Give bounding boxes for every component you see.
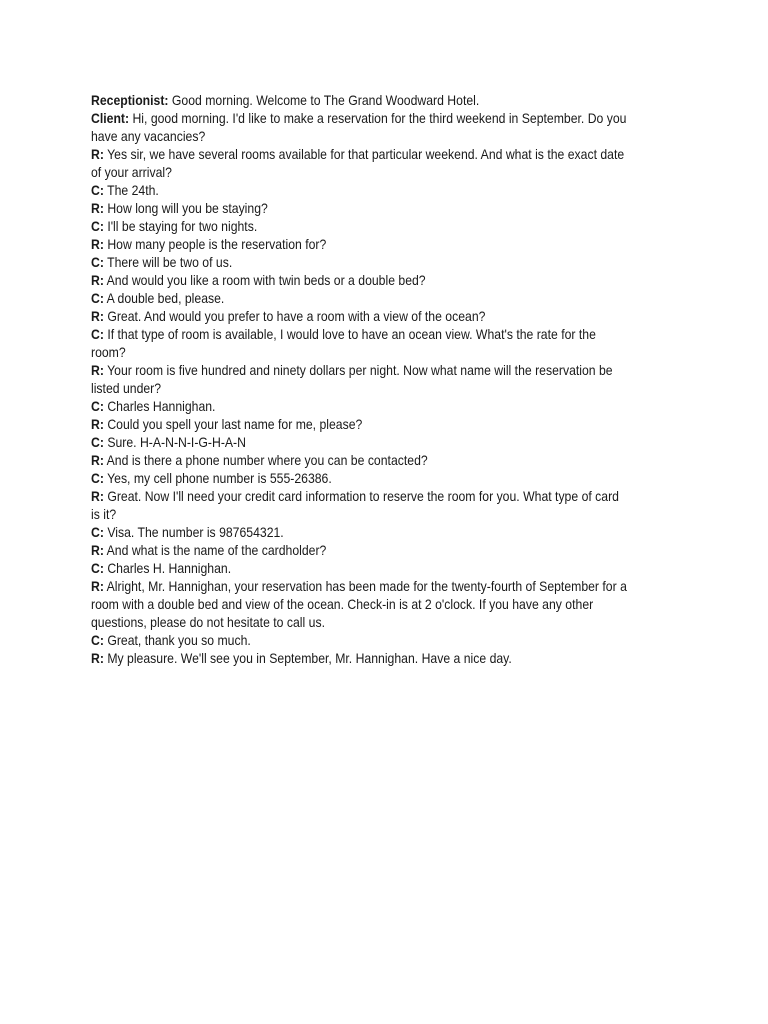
dialogue-line bbox=[91, 632, 631, 650]
dialogue-line bbox=[91, 272, 631, 290]
line-text: And what is the name of the cardholder? bbox=[103, 543, 327, 558]
dialogue-line bbox=[91, 542, 631, 560]
speaker-label: C: bbox=[91, 327, 104, 342]
line-text: How long will you be staying? bbox=[103, 201, 268, 216]
dialogue-line bbox=[91, 560, 631, 578]
speaker-label: R: bbox=[91, 147, 104, 162]
dialogue-line bbox=[91, 218, 631, 236]
line-text: And is there a phone number where you can be contacted? bbox=[103, 453, 428, 468]
speaker-label: R: bbox=[91, 237, 104, 252]
line-text: Visa. The number is 987654321. bbox=[103, 525, 284, 540]
line-text: Charles Hannighan. bbox=[103, 399, 216, 414]
dialogue-line bbox=[91, 236, 631, 254]
speaker-label: R: bbox=[91, 201, 104, 216]
dialogue-line bbox=[91, 470, 631, 488]
line-text: Good morning. Welcome to The Grand Woodward Hotel. bbox=[168, 93, 480, 108]
speaker-label: R: bbox=[91, 417, 104, 432]
line-text: Sure. H-A-N-N-I-G-H-A-N bbox=[103, 435, 246, 450]
speaker-label: R: bbox=[91, 579, 104, 594]
dialogue-line bbox=[91, 524, 631, 542]
speaker-label: R: bbox=[91, 543, 104, 558]
dialogue-line bbox=[91, 110, 631, 146]
line-text: There will be two of us. bbox=[103, 255, 233, 270]
speaker-label: C: bbox=[91, 561, 104, 576]
line-text: I'll be staying for two nights. bbox=[103, 219, 258, 234]
line-text: If that type of room is available, I would love to have an ocean view. What's the rate for the room? bbox=[91, 327, 596, 360]
dialogue-line bbox=[91, 650, 631, 668]
line-text: Yes, my cell phone number is 555-26386. bbox=[103, 471, 332, 486]
document-page bbox=[91, 92, 631, 668]
dialogue-line bbox=[91, 416, 631, 434]
dialogue-line bbox=[91, 182, 631, 200]
speaker-label: C: bbox=[91, 219, 104, 234]
dialogue-line bbox=[91, 308, 631, 326]
speaker-label: R: bbox=[91, 363, 104, 378]
speaker-label: C: bbox=[91, 471, 104, 486]
line-text: The 24th. bbox=[103, 183, 159, 198]
dialogue-line bbox=[91, 326, 631, 362]
dialogue-line bbox=[91, 398, 631, 416]
speaker-label: R: bbox=[91, 309, 104, 324]
line-text: My pleasure. We'll see you in September, Mr. Hannighan. Have a nice day. bbox=[103, 651, 512, 666]
speaker-label: Client: bbox=[91, 111, 130, 126]
line-text: Charles H. Hannighan. bbox=[103, 561, 232, 576]
dialogue-line bbox=[91, 92, 631, 110]
line-text: Great, thank you so much. bbox=[103, 633, 251, 648]
speaker-label: R: bbox=[91, 651, 104, 666]
speaker-label: Receptionist: bbox=[91, 93, 169, 108]
line-text: Your room is five hundred and ninety dollars per night. Now what name will the reservation be listed under? bbox=[91, 363, 613, 396]
line-text: Hi, good morning. I'd like to make a reservation for the third weekend in September. Do you have any vacancies? bbox=[91, 111, 627, 144]
dialogue-line bbox=[91, 362, 631, 398]
speaker-label: R: bbox=[91, 453, 104, 468]
line-text: Alright, Mr. Hannighan, your reservation has been made for the twenty-fourth of September for a room with a double bed and view of the ocean. Check-in is at 2 o'clock. If you have any other questions, please do not hesitate to call us. bbox=[91, 579, 627, 630]
dialogue-line bbox=[91, 452, 631, 470]
speaker-label: R: bbox=[91, 273, 104, 288]
speaker-label: C: bbox=[91, 291, 104, 306]
dialogue-line bbox=[91, 254, 631, 272]
line-text: How many people is the reservation for? bbox=[103, 237, 327, 252]
line-text: Great. Now I'll need your credit card information to reserve the room for you. What type of card is it? bbox=[91, 489, 619, 522]
dialogue-line bbox=[91, 488, 631, 524]
speaker-label: C: bbox=[91, 633, 104, 648]
line-text: A double bed, please. bbox=[103, 291, 225, 306]
dialogue-line bbox=[91, 434, 631, 452]
speaker-label: C: bbox=[91, 525, 104, 540]
speaker-label: R: bbox=[91, 489, 104, 504]
line-text: And would you like a room with twin beds or a double bed? bbox=[103, 273, 426, 288]
dialogue-line bbox=[91, 146, 631, 182]
line-text: Great. And would you prefer to have a room with a view of the ocean? bbox=[103, 309, 486, 324]
speaker-label: C: bbox=[91, 255, 104, 270]
speaker-label: C: bbox=[91, 435, 104, 450]
speaker-label: C: bbox=[91, 183, 104, 198]
dialogue-line bbox=[91, 290, 631, 308]
speaker-label: C: bbox=[91, 399, 104, 414]
line-text: Yes sir, we have several rooms available for that particular weekend. And what is the exact date of your arrival? bbox=[91, 147, 625, 180]
line-text: Could you spell your last name for me, please? bbox=[103, 417, 363, 432]
dialogue-line bbox=[91, 200, 631, 218]
dialogue-line bbox=[91, 578, 631, 632]
